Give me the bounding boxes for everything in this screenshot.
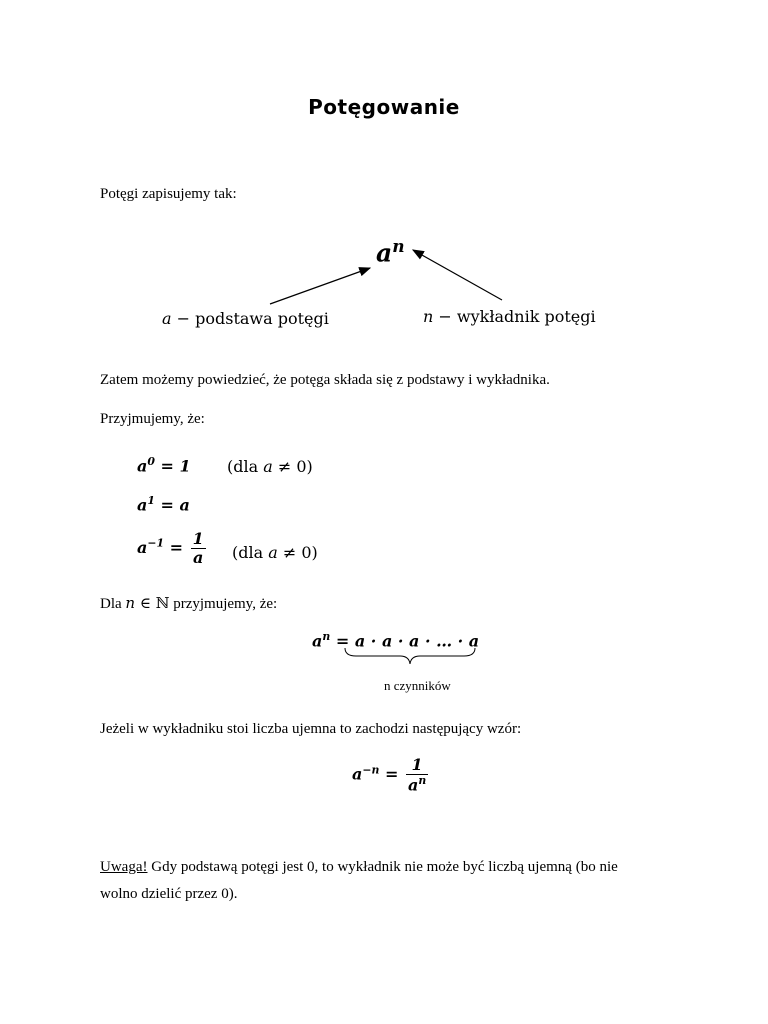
cond-pre: (dla — [227, 457, 264, 476]
negative-text: Jeżeli w wykładniku stoi liczba ujemna to zachodzi następujący wzór: — [100, 721, 522, 737]
rule-zero-base: a — [137, 456, 148, 476]
fraction-denominator: a — [193, 547, 204, 567]
neg-den-exp: n — [418, 773, 427, 787]
natural-text — [100, 594, 277, 613]
rule-negative-one — [137, 530, 208, 567]
assume-text: Przyjmujemy, że: — [100, 411, 205, 427]
intro-text: Potęgi zapisujemy tak: — [100, 186, 237, 202]
arrow-to-exponent — [413, 250, 502, 300]
product-factors: a · a · a · … · a — [354, 631, 480, 651]
cond-post: ≠ 0) — [277, 543, 318, 562]
rule-one — [137, 494, 190, 514]
natural-pre: Dla — [100, 596, 126, 612]
rule-neg-fraction — [191, 530, 206, 567]
natural-post: przyjmujemy, że: — [169, 596, 278, 612]
rule-neg-condition — [232, 543, 318, 562]
neg-formula-eq: = — [384, 764, 399, 784]
natural-set: ∈ ℕ — [135, 594, 170, 612]
natural-var: n — [125, 594, 136, 612]
cond-post: ≠ 0) — [272, 457, 313, 476]
rule-one-exp: 1 — [147, 494, 155, 507]
note-line-2: wolno dzielić przez 0). — [100, 886, 238, 902]
neg-fraction-denominator — [406, 775, 428, 795]
neg-den-base: a — [407, 774, 419, 794]
product-eq: = — [335, 631, 350, 651]
neg-formula-exp: −n — [362, 763, 380, 777]
product-base: a — [312, 631, 323, 651]
neg-fraction-numerator: 1 — [406, 756, 428, 775]
note-text-1: Gdy podstawą potęgi jest 0, to wykładnik nie może być liczbą ujemną (bo nie — [147, 859, 618, 875]
product-formula — [312, 630, 479, 650]
note-line-1 — [100, 859, 618, 876]
rule-one-rhs: = a — [160, 495, 190, 515]
rule-zero-condition — [227, 457, 313, 476]
rule-zero-exp: 0 — [147, 455, 155, 468]
page-title: Potęgowanie — [308, 95, 460, 119]
product-exp: n — [322, 630, 331, 643]
fraction-numerator: 1 — [192, 529, 204, 548]
negative-formula — [352, 756, 430, 794]
neg-formula-fraction — [406, 756, 428, 794]
statement-text: Zatem możemy powiedzieć, że potęga składa się z podstawy i wykładnika. — [100, 372, 550, 388]
rule-zero — [137, 455, 191, 475]
base-caption — [162, 309, 329, 328]
exp-var: n — [423, 307, 434, 326]
rule-neg-exp: −1 — [147, 536, 165, 550]
underbrace — [345, 648, 475, 664]
rule-zero-rhs: = 1 — [160, 456, 191, 476]
rule-one-base: a — [137, 495, 148, 515]
neg-formula-base: a — [352, 764, 363, 784]
cond-pre: (dla — [232, 543, 269, 562]
exponent-caption — [423, 307, 596, 326]
base-var: a — [162, 309, 172, 328]
note-label: Uwaga! — [100, 859, 148, 875]
cond-var: a — [268, 543, 278, 562]
exp-desc: − wykładnik potęgi — [438, 307, 596, 326]
base-desc: − podstawa potęgi — [176, 309, 329, 328]
brace-label: n czynników — [384, 678, 451, 693]
arrow-to-base — [270, 268, 370, 304]
rule-neg-base: a — [137, 538, 148, 557]
power-exponent: n — [392, 237, 405, 257]
cond-var: a — [263, 457, 273, 476]
rule-neg-eq: = — [169, 538, 184, 557]
power-base: a — [376, 238, 393, 268]
